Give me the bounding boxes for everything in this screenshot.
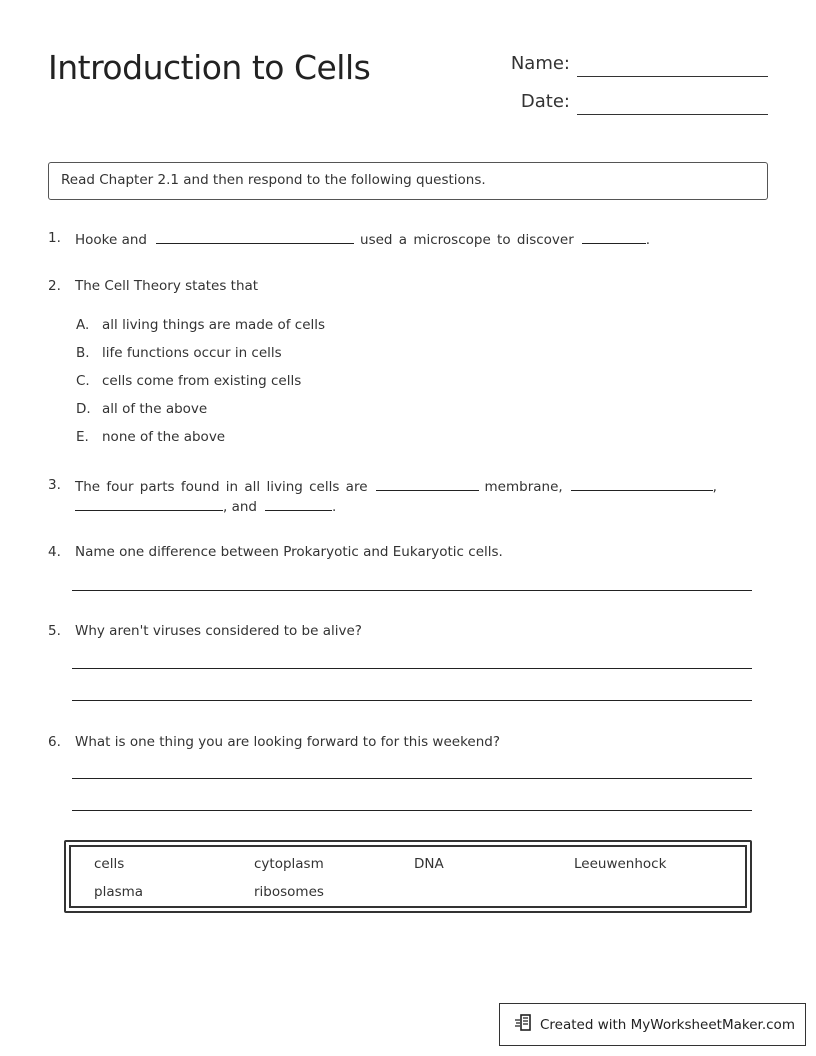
question-1-text-b: used a microscope to discover (360, 232, 574, 248)
question-3-text-b: membrane, (484, 479, 563, 495)
question-4-number: 4. (48, 544, 61, 560)
option-text: life functions occur in cells (102, 345, 282, 361)
question-3-line-1 (75, 477, 717, 495)
question-6-text: What is one thing you are looking forward to for this weekend? (75, 734, 500, 750)
question-2-option-e[interactable] (76, 429, 225, 445)
question-3-text-e: . (331, 499, 337, 515)
question-5-text: Why aren't viruses considered to be alive? (75, 623, 362, 639)
worksheet-maker-logo-icon (514, 1013, 540, 1037)
question-3-blank-4[interactable] (265, 497, 332, 511)
question-3-number: 3. (48, 477, 61, 493)
word-bank-item: DNA (414, 856, 444, 872)
date-field[interactable] (577, 114, 768, 115)
question-3-text-d: , and (223, 499, 257, 515)
option-text: all living things are made of cells (102, 317, 326, 333)
word-bank-item: ribosomes (254, 884, 324, 900)
question-2-number: 2. (48, 278, 61, 294)
question-4-text: Name one difference between Prokaryotic and Eukaryotic cells. (75, 544, 503, 560)
option-text: none of the above (102, 429, 226, 445)
question-2-option-c[interactable] (76, 373, 301, 389)
question-3-line-2 (75, 497, 336, 515)
question-6-answer-line-2[interactable] (72, 810, 752, 811)
option-letter: E. (76, 429, 89, 445)
question-1-text-c: . (645, 232, 651, 248)
word-bank-item: Leeuwenhock (574, 856, 667, 872)
question-1 (75, 230, 650, 248)
option-letter: D. (76, 401, 91, 417)
question-1-text-a: Hooke and (75, 232, 148, 248)
question-6-number: 6. (48, 734, 61, 750)
question-2-option-d[interactable] (76, 401, 207, 417)
question-3-blank-3[interactable] (75, 497, 223, 511)
option-text: all of the above (102, 401, 208, 417)
option-letter: C. (76, 373, 90, 389)
question-2-option-b[interactable] (76, 345, 282, 361)
date-label: Date: (520, 91, 570, 112)
option-letter: A. (76, 317, 90, 333)
question-4-answer-line[interactable] (72, 590, 752, 591)
question-2-text: The Cell Theory states that (75, 278, 259, 294)
word-bank (64, 840, 752, 913)
name-field[interactable] (577, 76, 768, 77)
footer-text: Created with MyWorksheetMaker.com (540, 1016, 795, 1033)
option-letter: B. (76, 345, 90, 361)
question-1-blank-2[interactable] (582, 230, 646, 244)
question-5-answer-line-1[interactable] (72, 668, 752, 669)
question-6-answer-line-1[interactable] (72, 778, 752, 779)
page-title: Introduction to Cells (48, 48, 371, 87)
question-3-text-a: The four parts found in all living cells are (75, 479, 368, 495)
question-1-number: 1. (48, 230, 61, 246)
question-3-blank-2[interactable] (571, 477, 713, 491)
question-5-answer-line-2[interactable] (72, 700, 752, 701)
word-bank-inner-border (69, 845, 747, 908)
instructions-box: Read Chapter 2.1 and then respond to the following questions. (48, 162, 768, 200)
word-bank-item: plasma (94, 884, 144, 900)
option-text: cells come from existing cells (102, 373, 302, 389)
name-label: Name: (510, 53, 570, 74)
question-5-number: 5. (48, 623, 61, 639)
word-bank-item: cytoplasm (254, 856, 324, 872)
question-2-option-a[interactable] (76, 317, 325, 333)
footer-credit[interactable] (499, 1003, 806, 1046)
word-bank-item: cells (94, 856, 125, 872)
question-1-blank-1[interactable] (156, 230, 354, 244)
question-3-text-c: , (712, 479, 717, 495)
question-3-blank-1[interactable] (376, 477, 479, 491)
